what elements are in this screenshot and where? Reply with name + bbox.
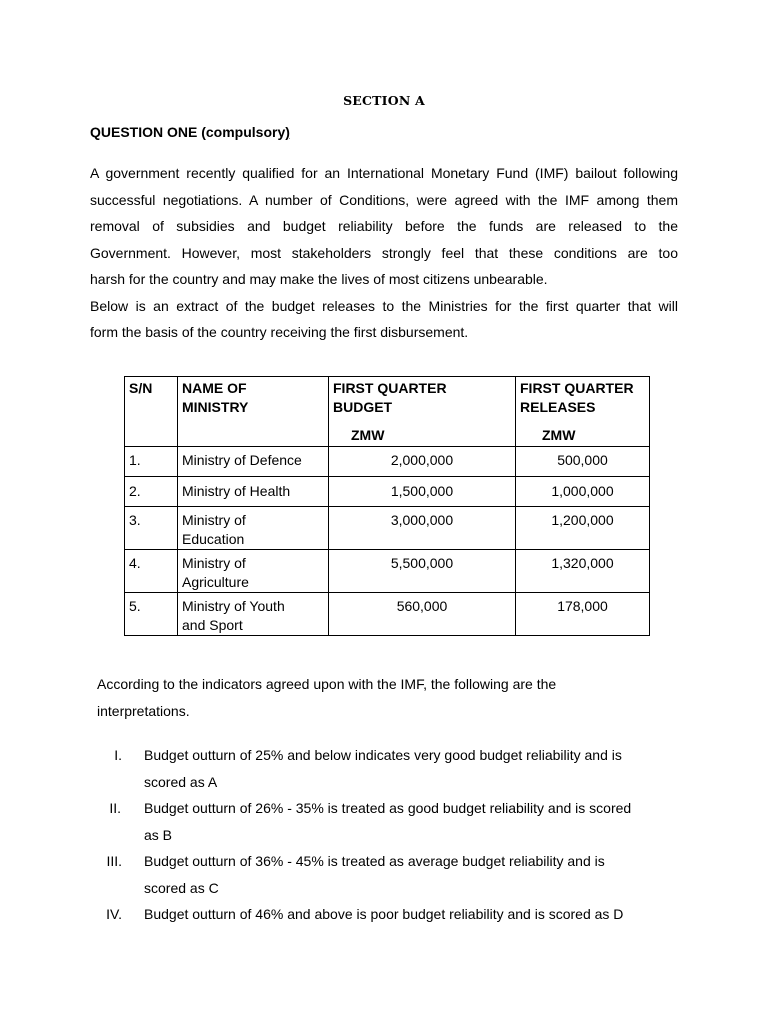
intro-line: harsh for the country and may make the lives of most citizens unbearable.: [90, 271, 548, 287]
row-ministry-line: Ministry of: [182, 512, 246, 528]
list-item-line: Budget outturn of 36% - 45% is treated as average budget reliability and is: [144, 853, 605, 869]
row-releases: 1,200,000: [516, 507, 650, 550]
row-budget: 5,500,000: [329, 550, 516, 593]
row-releases: 500,000: [516, 447, 650, 477]
header-budget-unit: ZMW: [351, 427, 385, 443]
row-ministry-line: and Sport: [182, 617, 243, 633]
intro-line: form the basis of the country receiving the first disbursement.: [90, 324, 469, 340]
row-ministry: [178, 550, 329, 593]
row-ministry: [178, 477, 329, 507]
list-item-number: I.: [114, 747, 122, 763]
header-releases-line: FIRST QUARTER: [520, 380, 634, 396]
section-title: SECTION A: [343, 93, 425, 108]
budget-table: [124, 376, 650, 636]
row-ministry: [178, 593, 329, 636]
list-item-number: IV.: [106, 906, 122, 922]
row-budget: 3,000,000: [329, 507, 516, 550]
header-sn-label: S/N: [129, 380, 153, 396]
question-title-text: QUESTION ONE (compulsory: [90, 124, 286, 140]
row-budget: 2,000,000: [329, 447, 516, 477]
row-ministry-line: Education: [182, 531, 245, 547]
header-ministry-line: NAME OF: [182, 380, 247, 396]
table-row: [125, 447, 650, 477]
header-ministry: [178, 377, 329, 447]
table-row: [125, 550, 650, 593]
row-budget: 560,000: [329, 593, 516, 636]
interpretation-intro-line: interpretations.: [97, 702, 190, 719]
intro-paragraph: [90, 160, 678, 346]
header-ministry-line: MINISTRY: [182, 399, 249, 415]
intro-line: successful negotiations. A number of Conditions, were agreed with the IMF among them: [90, 191, 678, 208]
table-row: [125, 507, 650, 550]
list-item-number: III.: [106, 853, 122, 869]
list-item-text: [144, 742, 684, 795]
table-header-row: [125, 377, 650, 447]
header-releases-line: RELEASES: [520, 399, 596, 415]
row-ministry-line: Agriculture: [182, 574, 249, 590]
row-sn: 1.: [125, 447, 178, 477]
table-row: [125, 593, 650, 636]
row-ministry-line: Ministry of Youth: [182, 598, 285, 614]
intro-line: Below is an extract of the budget releases to the Ministries for the first quarter that will: [90, 297, 678, 314]
row-sn: 2.: [125, 477, 178, 507]
row-ministry-line: Ministry of Defence: [182, 452, 302, 468]
intro-line: Government. However, most stakeholders strongly feel that these conditions are too: [90, 244, 678, 261]
row-ministry: [178, 507, 329, 550]
interpretation-intro-line: According to the indicators agreed upon with the IMF, the following are the: [97, 676, 557, 692]
list-item-line: Budget outturn of 25% and below indicates very good budget reliability and is: [144, 747, 622, 763]
list-item-text: [144, 795, 684, 848]
question-title-paren: ): [285, 124, 290, 140]
row-releases: 1,320,000: [516, 550, 650, 593]
row-ministry-line: Ministry of Health: [182, 483, 291, 499]
row-budget: 1,500,000: [329, 477, 516, 507]
list-item-line: Budget outturn of 46% and above is poor budget reliability and is scored as D: [144, 906, 624, 922]
list-item-line: scored as A: [144, 773, 218, 790]
row-sn: 5.: [125, 593, 178, 636]
row-sn: 3.: [125, 507, 178, 550]
intro-line: A government recently qualified for an International Monetary Fund (IMF) bailout following: [90, 165, 678, 181]
table-row: [125, 477, 650, 507]
row-ministry: [178, 447, 329, 477]
row-releases: 178,000: [516, 593, 650, 636]
header-budget-line: FIRST QUARTER: [333, 380, 447, 396]
header-releases-unit: ZMW: [542, 427, 576, 443]
intro-line: removal of subsidies and budget reliability before the funds are released to the: [90, 218, 678, 234]
list-item-text: [144, 901, 684, 928]
list-item-line: scored as C: [144, 879, 219, 896]
list-item-number: II.: [109, 800, 121, 816]
row-sn: 4.: [125, 550, 178, 593]
list-item-text: [144, 848, 684, 901]
interpretation-intro: [97, 671, 657, 724]
header-sn: [125, 377, 178, 447]
header-budget-line: BUDGET: [333, 399, 393, 415]
header-budget: [329, 377, 516, 447]
header-releases: [516, 377, 650, 447]
list-item-line: as B: [144, 826, 173, 843]
row-ministry-line: Ministry of: [182, 555, 246, 571]
question-title: [90, 124, 290, 140]
list-item-line: Budget outturn of 26% - 35% is treated as good budget reliability and is scored: [144, 800, 632, 816]
row-releases: 1,000,000: [516, 477, 650, 507]
